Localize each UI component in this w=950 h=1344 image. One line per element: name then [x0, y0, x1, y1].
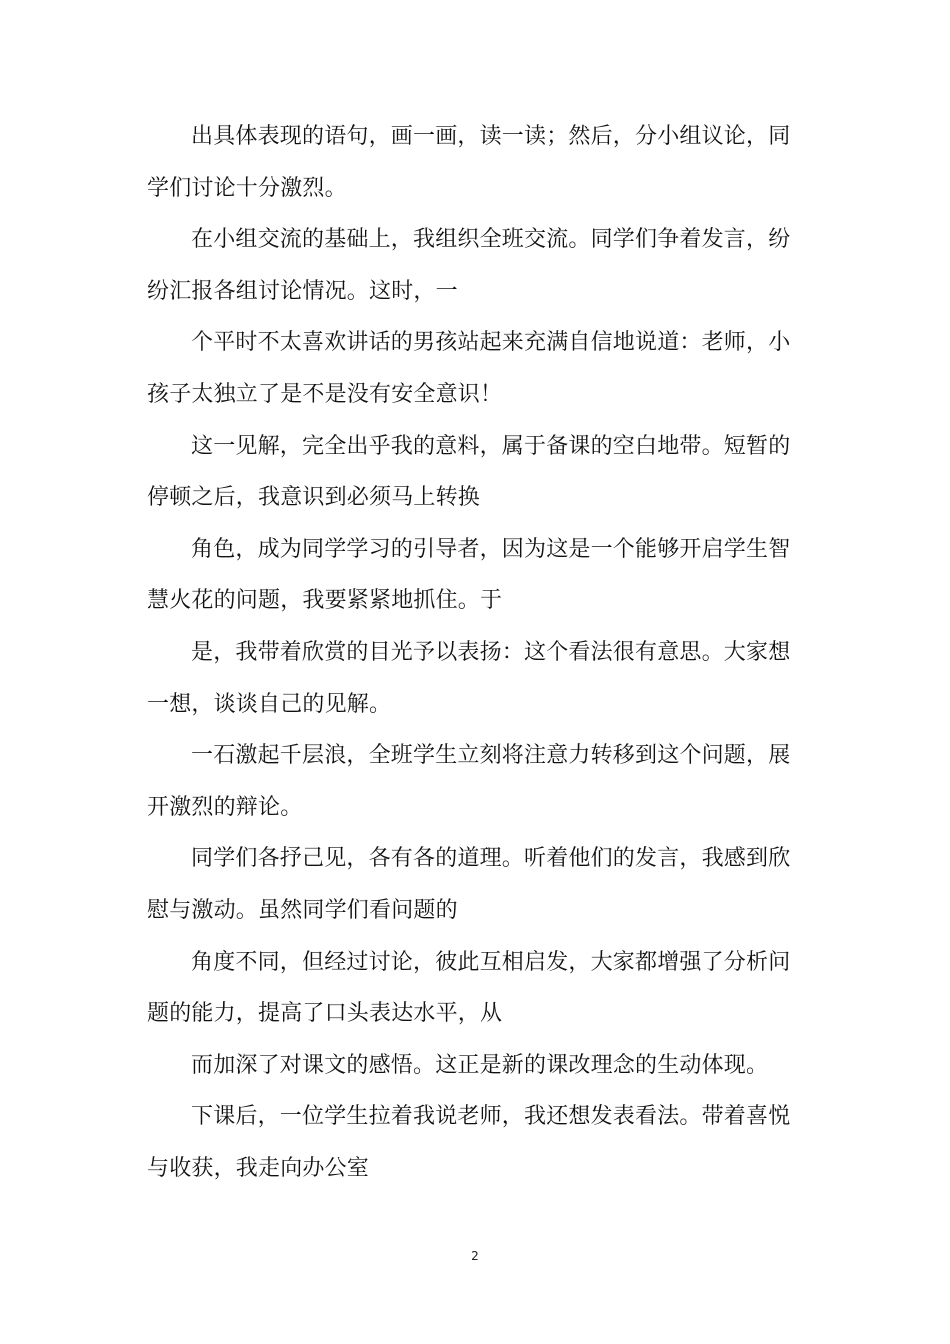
text-line: 角色，成为同学学习的引导者，因为这是一个能够开启学生智: [191, 536, 791, 562]
text-line: 一石激起千层浪，全班学生立刻将注意力转移到这个问题，展: [191, 743, 791, 769]
paragraph-2: [147, 214, 807, 317]
body-text: [147, 111, 807, 1194]
text-line: 下课后，一位学生拉着我说老师，我还想发表看法。带着喜悦: [191, 1104, 791, 1130]
paragraph-3: [147, 317, 807, 420]
text-line: 一想，谈谈自己的见解。: [147, 691, 392, 717]
text-line: 慰与激动。虽然同学们看问题的: [147, 897, 458, 923]
paragraph-11: [147, 1091, 807, 1194]
page-number: 2: [471, 1249, 479, 1263]
paragraph-10: [147, 1040, 807, 1092]
text-line: 慧火花的问题，我要紧紧地抓住。于: [147, 588, 503, 614]
text-line: 题的能力，提高了口头表达水平，从: [147, 1001, 503, 1027]
text-line: 角度不同，但经过讨论，彼此互相启发，大家都增强了分析问: [191, 949, 791, 975]
text-line: 在小组交流的基础上，我组织全班交流。同学们争着发言，纷: [191, 227, 791, 253]
paragraph-9: [147, 937, 807, 1040]
text-line: 而加深了对课文的感悟。这正是新的课改理念的生动体现。: [191, 1052, 769, 1078]
paragraph-6: [147, 627, 807, 730]
text-line: 学们讨论十分激烈。: [147, 175, 347, 201]
text-line: 这一见解，完全出乎我的意料，属于备课的空白地带。短暂的: [191, 433, 791, 459]
text-line: 是，我带着欣赏的目光予以表扬：这个看法很有意思。大家想: [191, 639, 791, 665]
text-line: 个平时不太喜欢讲话的男孩站起来充满自信地说道：老师，小: [191, 330, 791, 356]
text-line: 与收获，我走向办公室: [147, 1155, 370, 1181]
text-line: 纷汇报各组讨论情况。这时，一: [147, 278, 458, 304]
paragraph-8: [147, 833, 807, 936]
text-line: 停顿之后，我意识到必须马上转换: [147, 485, 481, 511]
text-line: 开激烈的辩论。: [147, 794, 303, 820]
text-line: 孩子太独立了是不是没有安全意识！: [147, 381, 503, 407]
paragraph-5: [147, 524, 807, 627]
paragraph-1: [147, 111, 807, 214]
text-line: 出具体表现的语句，画一画，读一读；然后，分小组议论，同: [191, 124, 791, 149]
text-line: 同学们各抒己见，各有各的道理。听着他们的发言，我感到欣: [191, 846, 791, 872]
paragraph-7: [147, 730, 807, 833]
paragraph-4: [147, 421, 807, 524]
